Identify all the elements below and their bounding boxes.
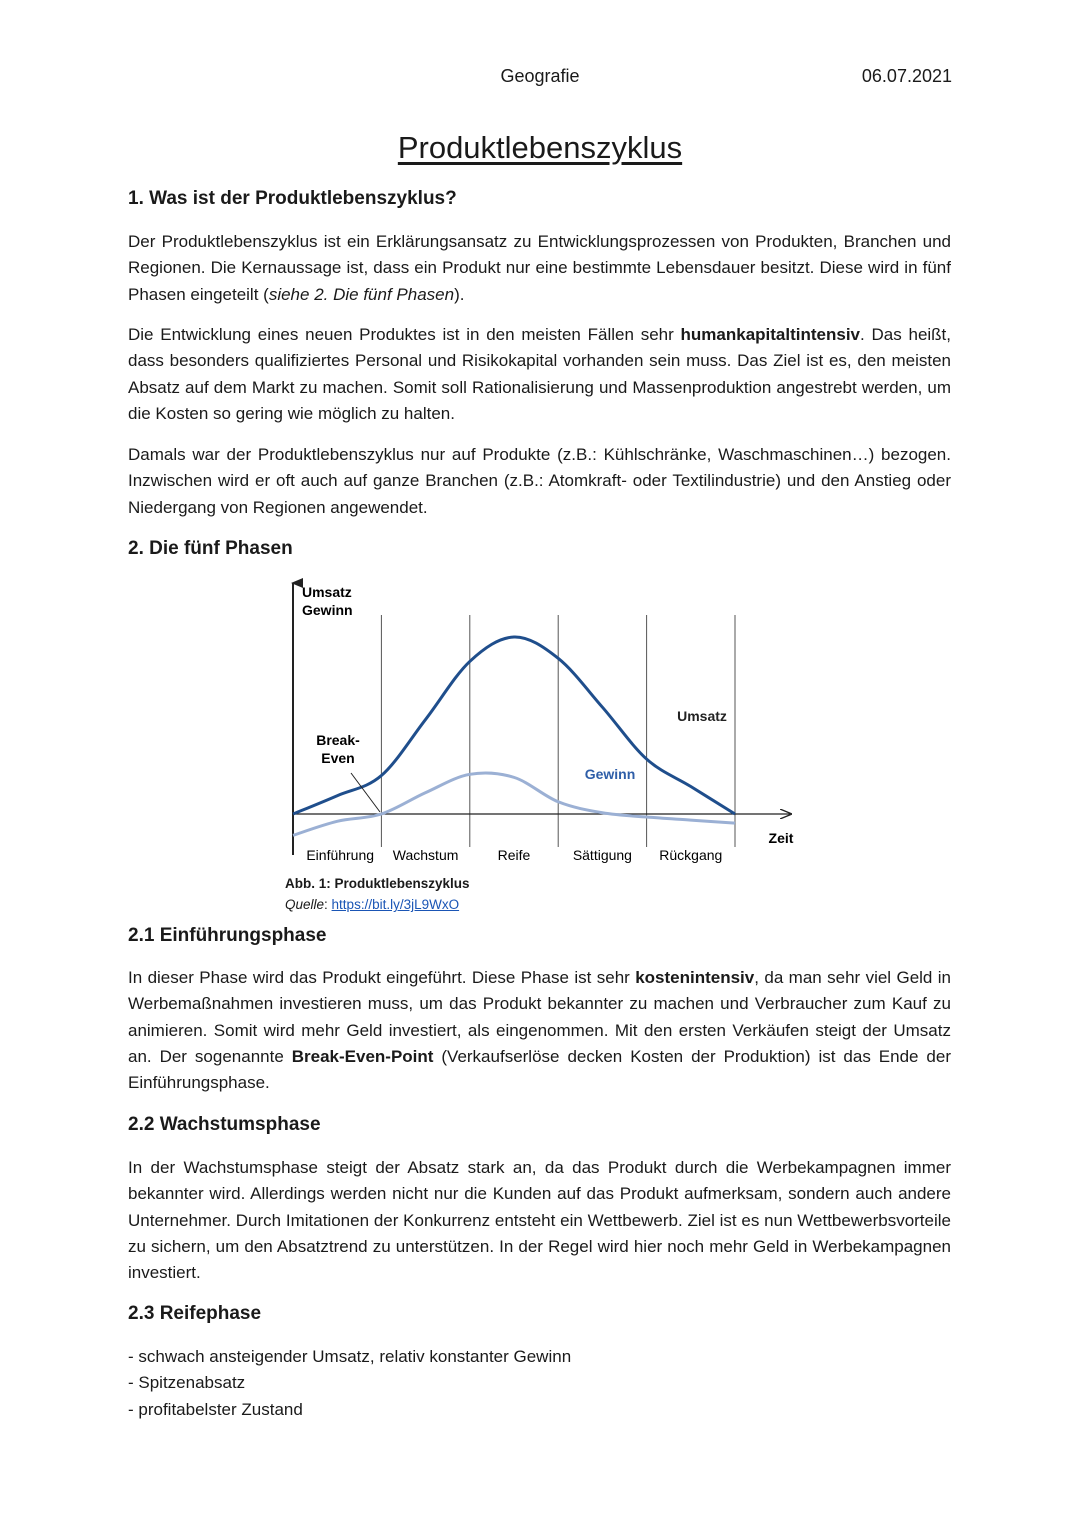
product-lifecycle-chart <box>270 575 810 875</box>
caption-source-sep: : <box>324 897 332 912</box>
s21-text-c: (Verkaufserlöse decken Kosten der Produktion) ist das Ende der Einführungsphase. <box>128 1046 951 1093</box>
section-2-3-heading: 2.3 Reifephase <box>128 1303 262 1324</box>
umsatz-series-label: Umsatz <box>677 708 727 724</box>
list-item: - profitabelster Zustand <box>128 1399 303 1419</box>
header-date: 06.07.2021 <box>861 66 952 86</box>
phase-label-4: Sättigung <box>572 847 632 863</box>
caption-title: Abb. 1: Produktlebenszyklus <box>285 876 470 891</box>
caption-source <box>285 894 470 915</box>
p1-italic-ref: siehe 2. Die fünf Phasen <box>268 284 455 304</box>
p2-bold-term: humankapitaltintensiv <box>680 325 861 344</box>
caption-source-link[interactable]: https://bit.ly/3jL9WxO <box>331 897 460 912</box>
gewinn-series-line <box>293 773 735 835</box>
x-axis-label: Zeit <box>768 830 794 846</box>
p1-text: Der Produktlebenszyklus ist ein Erklärungsansatz zu Entwicklungsprozessen von Produkten, Branchen und Regionen. Die Kernaussage ist, dass ein Produkt nur eine bestimmte Lebensdauer besitzt. Diese wird in fünf Phasen eingeteilt ( <box>128 232 951 304</box>
break-even-label-line2: Even <box>321 750 355 766</box>
s21-bold-kostenintensiv: kostenintensiv <box>635 968 755 987</box>
p2-text-a: Die Entwicklung eines neuen Produktes ist in den meisten Fällen sehr <box>128 325 681 344</box>
section-1-paragraph-2 <box>128 322 951 427</box>
phase-label-1: Einführung <box>306 847 375 863</box>
section-2-2-paragraph: In der Wachstumsphase steigt der Absatz stark an, da das Produkt durch die Werbekampagnen immer bekannter wird. Allerdings werden nicht nur die Kunden auf das Produkt aufmerksam, sondern auch andere Unternehmer. Durch Imitationen der Konkurrenz entsteht ein Wettbewerb. Ziel ist es nun Wettbewerbsvorteile zu sichern, um den Absatztrend zu unterstützen. In der Regel wird hier noch mehr Geld in Werbekampagnen investiert. <box>128 1158 951 1283</box>
section-1-heading: 1. Was ist der Produktlebenszyklus? <box>128 188 457 209</box>
gewinn-series-label: Gewinn <box>584 766 636 782</box>
phase-dividers <box>381 615 735 847</box>
section-2-1-heading: 2.1 Einführungsphase <box>128 925 327 946</box>
section-1-paragraph-3: Damals war der Produktlebenszyklus nur auf Produkte (z.B.: Kühlschränke, Waschmaschinen…) bezogen. Inzwischen wird er oft auch auf ganze Branchen (z.B.: Atomkraft- oder Textilindustrie) und den Anstieg oder Niedergang von Regionen angewendet. <box>128 445 951 517</box>
section-2-2-heading: 2.2 Wachstumsphase <box>128 1114 321 1135</box>
break-even-label-line1: Break- <box>316 732 360 748</box>
caption-source-label: Quelle <box>285 897 325 912</box>
s21-text-a: In dieser Phase wird das Produkt eingeführt. Diese Phase ist sehr <box>128 968 636 987</box>
phase-label-5: Rückgang <box>659 847 723 863</box>
section-1-paragraph-1 <box>128 229 951 308</box>
s21-text-b: , da man sehr viel Geld in Werbemaßnahmen investieren muss, um das Produkt bekannter zu machen und Verbraucher zum Kauf zu animieren. Somit wird mehr Geld investiert, als eingenommen. Mit den ersten Verkäufen steigt der Umsatz an. Der sogenannte <box>128 968 952 1066</box>
s21-bold-break-even-point: Break-Even-Point <box>291 1046 434 1066</box>
list-item: - Spitzenabsatz <box>128 1373 246 1393</box>
figure-caption <box>285 873 470 915</box>
page-title: Produktlebenszyklus <box>397 130 683 165</box>
section-2-3-list <box>128 1344 951 1423</box>
phase-label-2: Wachstum <box>392 847 459 863</box>
y-axis-label-line1: Umsatz <box>302 584 352 600</box>
list-item: - schwach ansteigender Umsatz, relativ konstanter Gewinn <box>128 1347 572 1366</box>
umsatz-series-line <box>293 637 735 814</box>
phase-label-3: Reife <box>497 847 531 863</box>
section-2-1-paragraph <box>128 965 951 1096</box>
p2-text-b: . Das heißt, dass besonders qualifiziertes Personal und Risikokapital vorhanden sein muss. Das Ziel ist es, den meisten Absatz auf dem Markt zu machen. Somit soll Rationalisierung und Massenproduktion angestrebt werden, um die Kosten so gering wie möglich zu halten. <box>128 325 952 423</box>
phase-labels <box>306 847 722 863</box>
header-subject: Geografie <box>500 66 580 86</box>
y-axis-label-line2: Gewinn <box>302 602 353 618</box>
section-2-heading: 2. Die fünf Phasen <box>128 538 293 559</box>
p1-end: ). <box>454 284 465 304</box>
